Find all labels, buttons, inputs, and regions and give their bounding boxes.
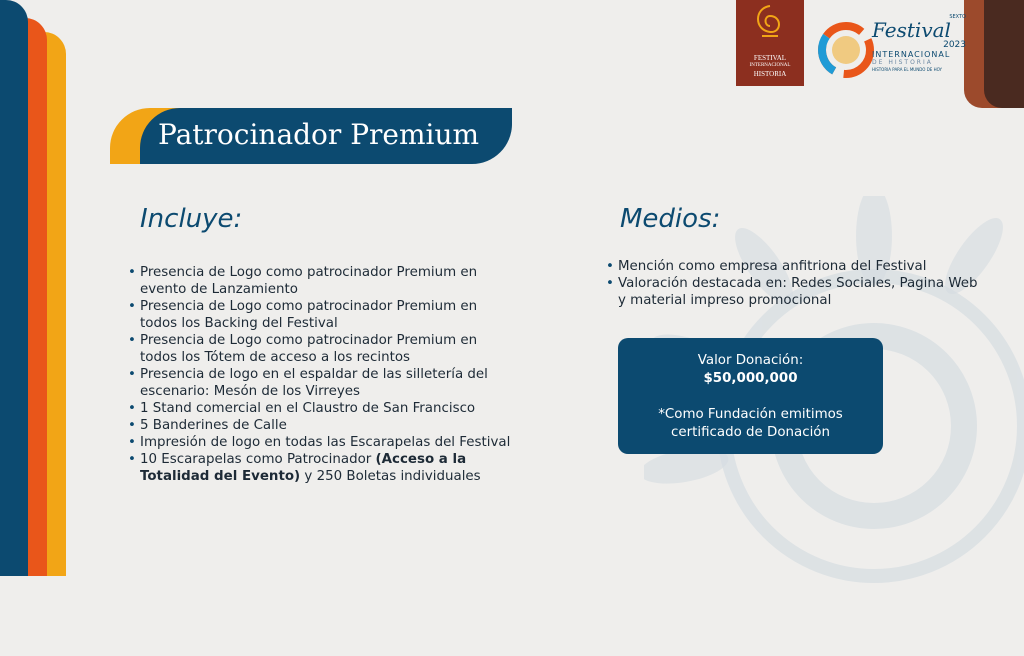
media-heading: Medios: — [620, 204, 721, 234]
list-item: • Valoración destacada en: Redes Sociales, Pagina Web y material impreso promocional — [606, 275, 978, 309]
logo-right-edition: SEXTO — [949, 14, 966, 20]
logo-right-line1: INTERNACIONAL — [872, 50, 951, 59]
donation-box — [618, 338, 883, 454]
includes-heading: Incluye: — [140, 204, 243, 234]
title-banner — [110, 108, 512, 164]
list-item: • Mención como empresa anfitriona del Festival — [606, 258, 978, 275]
decor-stripe-blue — [0, 0, 28, 576]
colorful-c-icon — [818, 16, 874, 80]
donation-amount: $50,000,000 — [703, 371, 798, 386]
donation-label: Valor Donación: — [697, 353, 804, 368]
list-item: • Presencia de Logo como patrocinador Premium en evento de Lanzamiento — [128, 264, 512, 298]
logo-left-line3: HISTORIA — [753, 70, 787, 78]
list-item: • Impresión de logo en todas las Escarapelas del Festival — [128, 434, 512, 451]
list-item: • Presencia de Logo como patrocinador Premium en todos los Tótem de acceso a los recintos — [128, 332, 512, 366]
list-item: • Presencia de Logo como patrocinador Premium en todos los Backing del Festival — [128, 298, 512, 332]
logo-right-year: 2023 — [943, 40, 966, 50]
logo-left-line2: INTERNACIONAL — [749, 63, 791, 68]
logo-right-word: Festival — [872, 18, 951, 42]
includes-list — [128, 264, 512, 485]
logo-right-slogan: HISTORIA PARA EL MUNDO DE HOY — [872, 67, 942, 72]
list-item: • 1 Stand comercial en el Claustro de San Francisco — [128, 400, 512, 417]
logo-right-line2: DE HISTORIA — [872, 59, 933, 66]
media-list — [606, 258, 978, 309]
list-item: • 5 Banderines de Calle — [128, 417, 512, 434]
festival-2023-logo — [818, 14, 966, 84]
donation-note: *Como Fundación emitimos certificado de Donación — [658, 407, 843, 440]
list-item: • 10 Escarapelas como Patrocinador (Acceso a la Totalidad del Evento) y 250 Boletas individuales — [128, 451, 512, 485]
logo-left-line1: FESTIVAL — [753, 54, 787, 62]
decor-corner-brown — [984, 0, 1024, 108]
page-title: Patrocinador Premium — [158, 118, 480, 151]
list-item: • Presencia de logo en el espaldar de las silletería del escenario: Mesón de los Virreyes — [128, 366, 512, 400]
festival-historia-logo — [736, 0, 804, 86]
shell-icon — [736, 0, 804, 50]
